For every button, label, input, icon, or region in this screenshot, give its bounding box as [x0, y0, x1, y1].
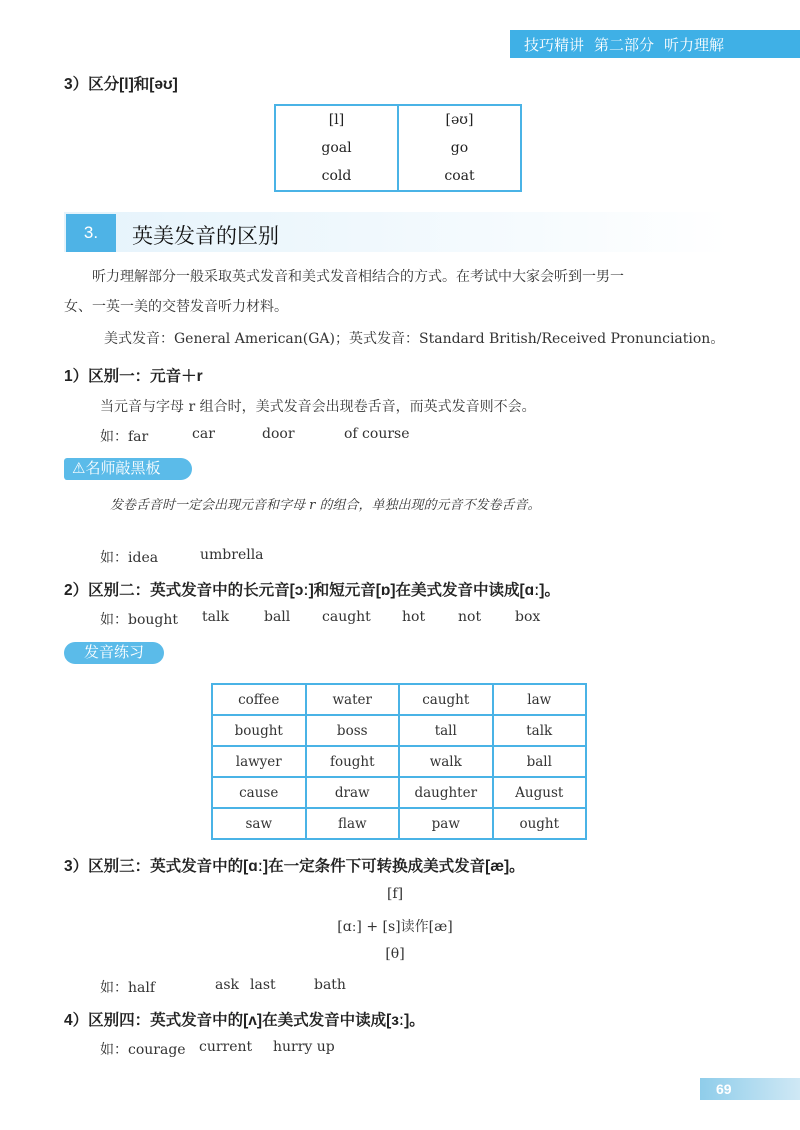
example-word: umbrella — [200, 547, 264, 563]
practice-table — [211, 683, 587, 840]
page-number: 69 — [700, 1078, 800, 1100]
table-cell: [əʊ] — [445, 112, 474, 128]
example-word: last — [250, 977, 276, 993]
table-cell: lawyer — [212, 746, 306, 777]
header-tab: 听力理解 — [664, 36, 725, 54]
table-cell: water — [306, 684, 400, 715]
formula-line: [θ] — [385, 946, 405, 962]
example-word: of course — [344, 426, 410, 442]
l-ou-table — [274, 104, 522, 192]
practice-label: 发音练习 — [64, 642, 164, 664]
table-cell: boss — [306, 715, 400, 746]
table-cell: caught — [399, 684, 493, 715]
table-cell: go — [450, 140, 469, 156]
table-row — [275, 134, 521, 162]
table-cell: August — [493, 777, 587, 808]
example-word: talk — [202, 609, 229, 625]
example-word: hurry up — [273, 1039, 335, 1055]
example-word: current — [199, 1039, 253, 1055]
diff1-heading: 1）区别一：元音＋r — [64, 368, 203, 385]
running-header — [510, 30, 800, 58]
header-tab: 技巧精讲 — [524, 36, 585, 54]
example-word: caught — [322, 609, 371, 625]
example-word: box — [515, 609, 541, 625]
table-cell: cold — [275, 162, 398, 191]
tip-text: 发卷舌音时一定会出现元音和字母 r 的组合，单独出现的元音不发卷舌音。 — [110, 498, 541, 513]
table-cell: flaw — [306, 808, 400, 839]
example-word: 如：bought — [100, 612, 179, 628]
intro-line: 听力理解部分一般采取英式发音和美式发音相结合的方式。在考试中大家会听到一男一 — [92, 269, 624, 285]
section-title: 英美发音的区别 — [132, 225, 279, 248]
table-row — [212, 808, 586, 839]
example-word: 如：half — [100, 980, 156, 996]
table-cell: daughter — [399, 777, 493, 808]
table-cell: saw — [212, 808, 306, 839]
diff1-description: 当元音与字母 r 组合时，美式发音会出现卷舌音，而英式发音则不会。 — [100, 399, 536, 415]
table-cell: draw — [306, 777, 400, 808]
table-cell: tall — [399, 715, 493, 746]
example-word: 如：far — [100, 429, 149, 445]
table-cell: paw — [399, 808, 493, 839]
table-cell: ought — [493, 808, 587, 839]
example-word: door — [262, 426, 295, 442]
formula-line: [f] — [386, 886, 404, 902]
table-cell: [l] — [275, 105, 398, 134]
part3-heading: 3）区分[l]和[əʊ] — [64, 76, 178, 93]
section-number: 3. — [66, 214, 116, 252]
table-row — [212, 777, 586, 808]
diff2-heading: 2）区别二：英式发音中的长元音[ɔː]和短元音[ɒ]在美式发音中读成[ɑː]。 — [64, 582, 560, 599]
intro-line: 美式发音：General American(GA)；英式发音：Standard British/Received Pronunciation。 — [104, 331, 725, 347]
table-cell: bought — [212, 715, 306, 746]
table-cell: talk — [493, 715, 587, 746]
example-word: car — [192, 426, 215, 442]
example-word: not — [458, 609, 482, 625]
example-word: 如：courage — [100, 1042, 186, 1058]
table-row — [212, 746, 586, 777]
table-cell: law — [493, 684, 587, 715]
table-cell: coffee — [212, 684, 306, 715]
example-word: ball — [264, 609, 291, 625]
table-cell: cause — [212, 777, 306, 808]
intro-line: 女、一英一美的交替发音听力材料。 — [64, 299, 288, 315]
table-row — [212, 715, 586, 746]
formula-line: [ɑː] + [s]读作[æ] — [337, 919, 453, 935]
table-cell: goal — [275, 134, 398, 162]
table-cell: fought — [306, 746, 400, 777]
diff3-heading: 3）区别三：英式发音中的[ɑː]在一定条件下可转换成美式发音[æ]。 — [64, 858, 525, 875]
table-row — [275, 105, 521, 134]
example-word: 如：idea — [100, 550, 159, 566]
example-word: ask — [215, 977, 240, 993]
tip-label: ⚠名师敲黑板 — [64, 458, 192, 480]
diff4-heading: 4）区别四：英式发音中的[ʌ]在美式发音中读成[ɜː]。 — [64, 1012, 425, 1029]
table-cell: ball — [493, 746, 587, 777]
header-tab: 第二部分 — [594, 36, 655, 54]
table-row — [275, 162, 521, 191]
table-cell: coat — [444, 168, 475, 184]
example-word: hot — [402, 609, 426, 625]
table-cell: walk — [399, 746, 493, 777]
table-row — [212, 684, 586, 715]
example-word: bath — [314, 977, 346, 993]
